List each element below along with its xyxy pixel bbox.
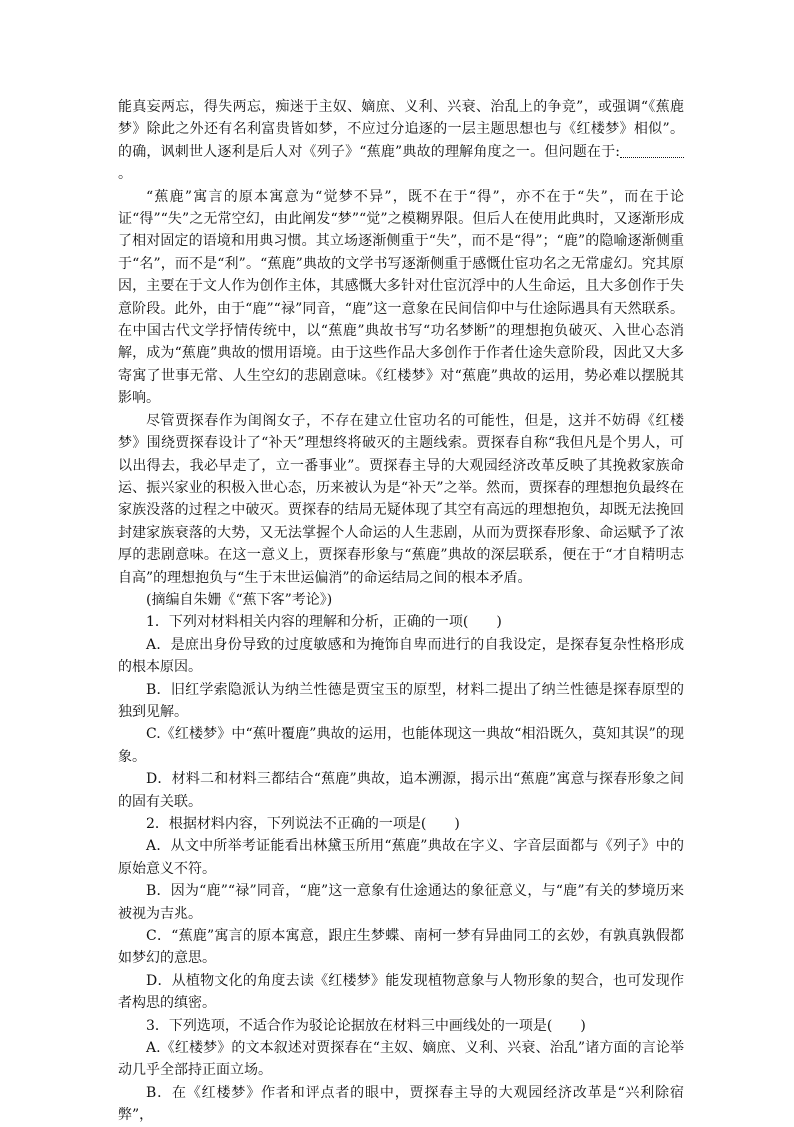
passage-paragraph-2: “蕉鹿”寓言的原本寓意为“觉梦不异”，既不在于“得”，亦不在于“失”，而在于论证“得”“失”之无常空幻，由此阐发“梦”“觉”之模糊界限。但后人在使用此典时，又逐渐形成了相对固定的语境和用典习惯。其立场逐渐侧重于“失”，而不是“得”；“鹿”的隐喻逐渐侧重于“名”，而不是“利”。“蕉鹿”典故的文学书写逐渐侧重于感慨仕宦功名之无常虚幻。究其原因，主要在于文人作为创作主体，其感慨大多针对仕宦沉浮中的人生命运，且大多创作于失意阶段。此外，由于“鹿”“禄”同音，“鹿”这一意象在民间信仰中与仕途际遇具有天然联系。在中国古代文学抒情传统中，以“蕉鹿”典故书写“功名梦断”的理想抱负破灭、入世心态消解，成为“蕉鹿”典故的惯用语境。由于这些作品大多创作于作者仕途失意阶段，因此又大多寄寓了世事无常、人生空幻的悲剧意味。《红楼梦》对“蕉鹿”典故的运用，势必难以摆脱其影响。 (118, 188, 684, 407)
question-stem: 2．根据材料内容，下列说法不正确的一项是( ) (146, 816, 460, 832)
question-option: B．因为“鹿”“禄”同音，“鹿”这一意象有仕途通达的象征意义，与“鹿”有关的梦境历来被视为吉兆。 (118, 883, 684, 922)
question-stem: 3．下列选项，不适合作为驳论论据放在材料三中画线处的一项是( ) (146, 1017, 586, 1034)
question-option: A．从文中所举考证能看出林黛玉所用“蕉鹿”典故在字义、字音层面都与《列子》中的原始意义不符。 (118, 838, 684, 877)
question-2 (118, 813, 684, 1015)
question-option: D．材料二和材料三都结合“蕉鹿”典故，追本溯源，揭示出“蕉鹿”寓意与探春形象之间的固有关联。 (118, 771, 684, 810)
question-option: A．是庶出身份导致的过度敏感和为掩饰自卑而进行的自我设定，是探春复杂性格形成的根本原因。 (118, 636, 684, 676)
passage-paragraph-1-text: 能真妄两忘，得失两忘，痴迷于主奴、嫡庶、义利、兴衰、治乱上的争竞”，或强调“《蕉鹿梦》除此之外还有名利富贵皆如梦，不应过分追逐的一层主题思想也与《红楼梦》相似”。的确，讽刺世人逐利是后人对《列子》“蕉鹿”典故的理解角度之一。但问题在于: (118, 99, 684, 160)
question-option: C.《红楼梦》中“蕉叶覆鹿”典故的运用，也能体现这一典故“相沿既久，莫知其误”的现象。 (118, 726, 684, 765)
source-citation: (摘编自朱姗《“蕉下客”考论》) (146, 591, 333, 608)
question-option: B．在《红楼梦》作者和评点者的眼中，贾探春主导的大观园经济改革是“兴利除宿弊”， (118, 1084, 684, 1124)
question-option: A.《红楼梦》的文本叙述对贾探春在“主奴、嫡庶、义利、兴衰、治乱”诸方面的言论举动几乎全部持正面立场。 (118, 1040, 684, 1079)
question-option: C．“蕉鹿”寓言的原本寓意，跟庄生梦蝶、南柯一梦有异曲同工的玄妙，有孰真孰假都如梦幻的意思。 (118, 928, 684, 967)
question-option: B．旧红学索隐派认为纳兰性德是贾宝玉的原型，材料二提出了纳兰性德是探春原型的独到见解。 (118, 681, 684, 720)
passage-paragraph-3: 尽管贾探春作为闺阁女子，不存在建立仕宦功名的可能性，但是，这并不妨碍《红楼梦》围绕贾探春设计了“补天”理想终将破灭的主题线索。贾探春自称“我但凡是个男人，可以出得去，我必早走了，立一番事业”。贾探春主导的大观园经济改革反映了其挽救家族命运、振兴家业的积极入世心态，历来被认为是“补天”之举。然而，贾探春的理想抱负最终在家族没落的过程之中破灭。贾探春的结局无疑体现了其空有高远的理想抱负，却既无法挽回封建家族衰落的大势，又无法掌握个人命运的人生悲剧，从而为贾探春形象、命运赋予了浓厚的悲剧意味。在这一意义上，贾探春形象与“蕉鹿”典故的深层联系，便在于“才自精明志自高”的理想抱负与“生于末世运偏消”的命运结局之间的根本矛盾。 (118, 412, 684, 586)
passage-paragraph-1-end: 。 (118, 166, 132, 183)
question-3 (118, 1015, 684, 1127)
document-page (118, 96, 684, 1127)
blank-line (620, 143, 684, 158)
passage-paragraph-1 (118, 96, 684, 186)
question-option: D．从植物文化的角度去读《红楼梦》能发现植物意象与人物形象的契合，也可发现作者构思的缜密。 (118, 972, 684, 1012)
question-1 (118, 611, 684, 813)
question-stem: 1．下列对材料相关内容的理解和分析，正确的一项( ) (146, 614, 502, 631)
